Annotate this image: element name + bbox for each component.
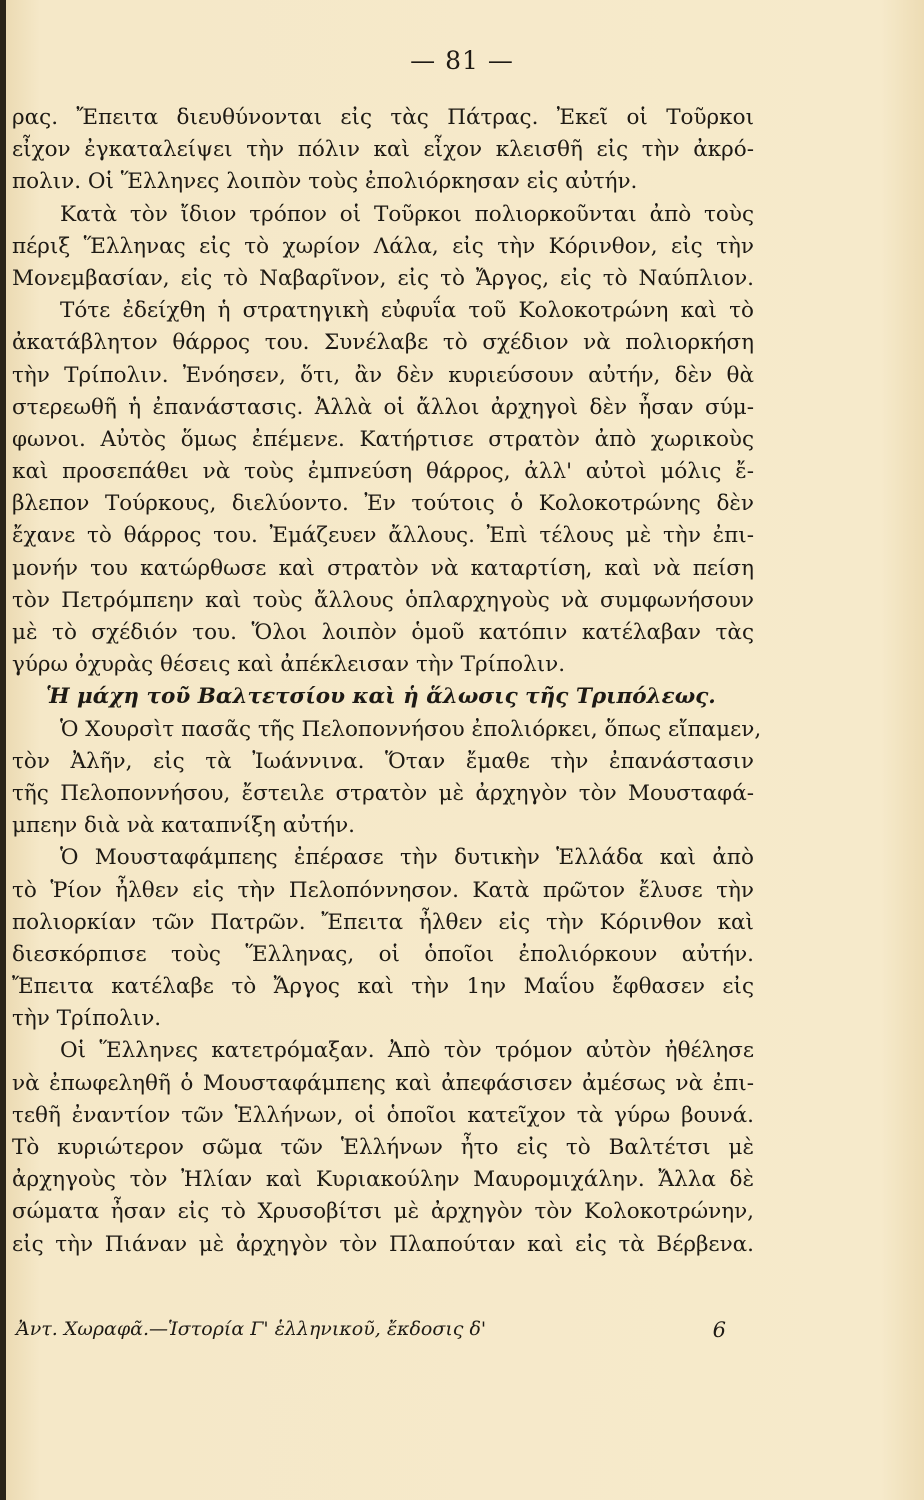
text-line: βλεπον Τούρκους, διελύοντο. Ἐν τούτοις ὁ Κολοκοτρώνης δὲν: [12, 491, 754, 517]
text-line: τὸν Ἀλῆν, εἰς τὰ Ἰωάννινα. Ὅταν ἔμαθε τὴν ἐπανάστασιν: [12, 748, 754, 774]
text-line: Οἱ Ἕλληνες κατετρόμαξαν. Ἀπὸ τὸν τρόμον αὐτὸν ἠθέλησε: [60, 1038, 754, 1064]
text-line: διεσκόρπισε τοὺς Ἕλληνας, οἱ ὁποῖοι ἐπολιόρκουν αὐτήν.: [12, 941, 754, 967]
text-line: σώματα ἦσαν εἰς τὸ Χρυσοβίτσι μὲ ἀρχηγὸν τὸν Κολοκοτρώνην,: [12, 1199, 754, 1225]
text-line: Κατὰ τὸν ἴδιον τρόπον οἱ Τοῦρκοι πολιορκοῦνται ἀπὸ τοὺς: [60, 201, 754, 227]
text-line: Μονεμβασίαν, εἰς τὸ Ναβαρῖνον, εἰς τὸ Ἄργος, εἰς τὸ Ναύπλιον.: [12, 265, 754, 291]
text-line: καὶ προσεπάθει νὰ τοὺς ἐμπνεύση θάρρος, ἀλλ' αὐτοὶ μόλις ἔ-: [12, 459, 754, 485]
text-line: τὴν Τρίπολιν.: [12, 1006, 162, 1032]
printer-footer: [16, 1318, 756, 1340]
text-line: τῆς Πελοποννήσου, ἔστειλε στρατὸν μὲ ἀρχηγὸν τὸν Μουσταφά-: [12, 780, 754, 806]
text-line: φωνοι. Αὐτὸς ὅμως ἐπέμενε. Κατήρτισε στρατὸν ἀπὸ χωρικοὺς: [12, 426, 754, 452]
text-line: μπεην διὰ νὰ καταπνίξη αὐτήν.: [12, 813, 356, 839]
text-line: πολιν. Οἱ Ἕλληνες λοιπὸν τοὺς ἐπολιόρκησαν εἰς αὐτήν.: [12, 169, 638, 195]
text-line: στερεωθῆ ἡ ἐπανάστασις. Ἀλλὰ οἱ ἄλλοι ἀρχηγοὶ δὲν ἦσαν σύμ-: [12, 394, 754, 420]
signature-mark: 6: [712, 1318, 726, 1342]
text-line: Τότε ἐδείχθη ἡ στρατηγικὴ εὐφυΐα τοῦ Κολοκοτρώνη καὶ τὸ: [60, 298, 754, 324]
text-line: τεθῆ ἐναντίον τῶν Ἑλλήνων, οἱ ὁποῖοι κατεῖχον τὰ γύρω βουνά.: [12, 1102, 754, 1128]
section-heading: Ἡ μάχη τοῦ Βαλτετσίου καὶ ἡ ἅλωσις τῆς Τριπόλεως.: [46, 684, 716, 710]
text-line: ἀρχηγοὺς τὸν Ἠλίαν καὶ Κυριακούλην Μαυρομιχάλην. Ἄλλα δὲ: [12, 1167, 754, 1193]
text-line: Ἔπειτα κατέλαβε τὸ Ἄργος καὶ τὴν 1ην Μαΐου ἔφθασεν εἰς: [12, 974, 754, 1000]
text-line: εἶχον ἐγκαταλείψει τὴν πόλιν καὶ εἶχον κλεισθῆ εἰς τὴν ἀκρό-: [12, 137, 754, 163]
text-line: πέριξ Ἕλληνας εἰς τὸ χωρίον Λάλα, εἰς τὴν Κόρινθον, εἰς τὴν: [12, 233, 754, 259]
text-line: Τὸ κυριώτερον σῶμα τῶν Ἑλλήνων ἦτο εἰς τὸ Βαλτέτσι μὲ: [12, 1135, 754, 1160]
footer-credit: Ἀντ. Χωραφᾶ.—Ἱστορία Γ' ἑλληνικοῦ, ἔκδοσις δ': [16, 1318, 487, 1340]
text-line: ἔχανε τὸ θάρρος του. Ἐμάζευεν ἄλλους. Ἐπὶ τέλους μὲ τὴν ἐπι-: [12, 523, 754, 549]
body-text: [12, 102, 762, 1261]
text-line: μονήν του κατώρθωσε καὶ στρατὸν νὰ καταρτίση, καὶ νὰ πείση: [12, 555, 754, 581]
text-line: εἰς τὴν Πιάναν μὲ ἀρχηγὸν τὸν Πλαπούταν καὶ εἰς τὰ Βέρβενα.: [12, 1231, 754, 1257]
text-line: μὲ τὸ σχέδιόν του. Ὅλοι λοιπὸν ὁμοῦ κατόπιν κατέλαβαν τὰς: [12, 620, 754, 645]
text-line: γύρω ὀχυρὰς θέσεις καὶ ἀπέκλεισαν τὴν Τρίπολιν.: [12, 652, 566, 678]
text-line: νὰ ἐπωφεληθῆ ὁ Μουσταφάμπεης καὶ ἀπεφάσισεν ἀμέσως νὰ ἐπι-: [12, 1070, 754, 1096]
text-line: ἀκατάβλητον θάρρος του. Συνέλαβε τὸ σχέδιον νὰ πολιορκήση: [12, 330, 754, 356]
text-line: τὸ Ῥίον ἦλθεν εἰς τὴν Πελοπόννησον. Κατὰ πρῶτον ἔλυσε τὴν: [12, 877, 754, 903]
text-line: τὴν Τρίπολιν. Ἐνόησεν, ὅτι, ἂν δὲν κυριεύσουν αὐτήν, δὲν θὰ: [12, 362, 754, 388]
text-line: ρας. Ἔπειτα διευθύνονται εἰς τὰς Πάτρας. Ἐκεῖ οἱ Τοῦρκοι: [12, 105, 754, 130]
text-line: Ὁ Μουσταφάμπεης ἐπέρασε τὴν δυτικὴν Ἑλλάδα καὶ ἀπὸ: [60, 845, 754, 871]
text-line: πολιορκίαν τῶν Πατρῶν. Ἔπειτα ἦλθεν εἰς τὴν Κόρινθον καὶ: [12, 909, 754, 935]
binding-edge: [0, 0, 6, 1500]
text-line: τὸν Πετρόμπεην καὶ τοὺς ἄλλους ὁπλαρχηγοὺς νὰ συμφωνήσουν: [12, 587, 754, 613]
text-line: Ὁ Χουρσὶτ πασᾶς τῆς Πελοποννήσου ἐπολιόρκει, ὅπως εἴπαμεν,: [60, 716, 762, 742]
page-number: — 81 —: [410, 46, 514, 75]
